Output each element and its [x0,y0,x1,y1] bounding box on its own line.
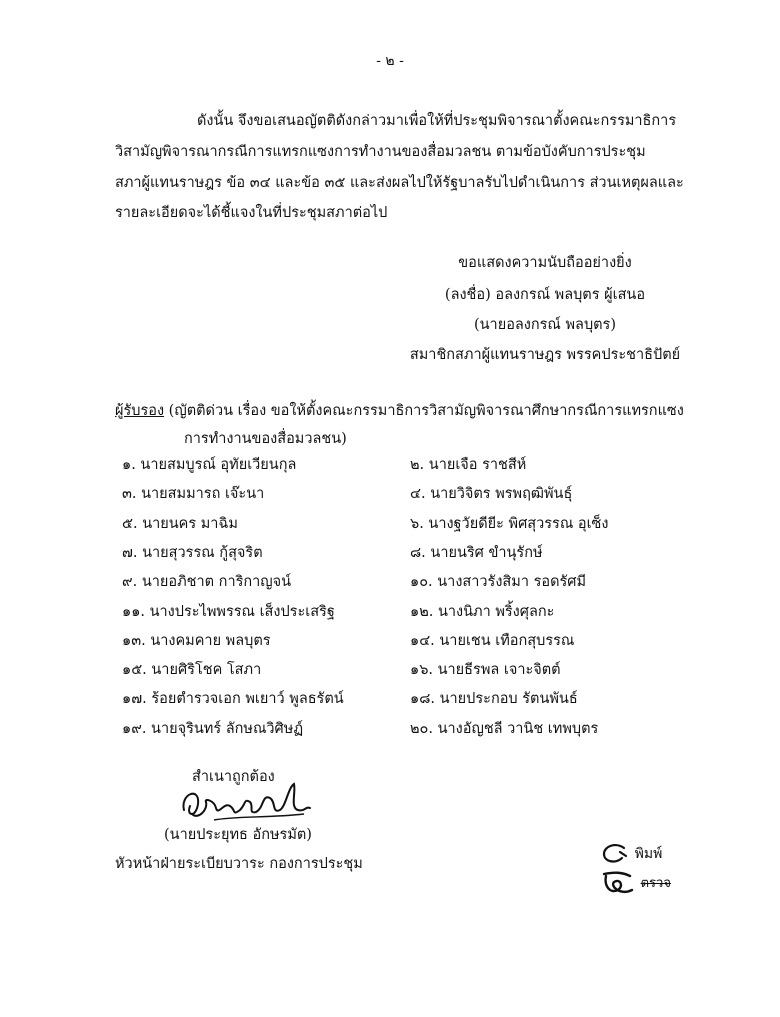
endorser-name: ๑๖. นายธีรพล เจาะจิตต์ [410,662,561,679]
body-line-3: สภาผู้แทนราษฎร ข้อ ๓๔ และข้อ ๓๕ และส่งผลไปให้รัฐบาลรับไปดำเนินการ ส่วนเหตุผลและ [115,175,684,191]
page-number: - ๒ - [376,53,404,69]
initials-scribble-icon [600,868,636,898]
endorser-name: ๒๐. นางอัญชลี วานิช เทพบุตร [410,720,599,737]
endorser-name: ๑๕. นายศิริโชค โสภา [122,662,262,679]
endorsers-heading [115,399,684,422]
endorser-name: ๑๙. นายจุรินทร์ ลักษณวิศิษฏ์ [122,720,304,737]
endorser-name: ๕. นายนคร มาฉิม [122,515,238,532]
certification-label: สำเนาถูกต้อง [192,769,275,785]
endorsers-subject: (ญัตติด่วน เรื่อง ขอให้ตั้งคณะกรรมาธิการวิสามัญพิจารณาศึกษากรณีการแทรกแซง [164,403,684,419]
endorser-name: ๔. นายวิจิตร พรพฤฒิพันธุ์ [410,486,573,503]
closing-printed-name: (นายอลงกรณ์ พลบุตร) [473,317,617,333]
certification-name: (นายประยุทธ อักษรมัต) [164,827,312,843]
certification-position: หัวหน้าฝ่ายระเบียบวาระ กองการประชุม [115,856,363,872]
closing-signed: (ลงชื่อ) อลงกรณ์ พลบุตร ผู้เสนอ [444,287,646,303]
body-line-1: ดังนั้น จึงขอเสนอญัตติดังกล่าวมาเพื่อให้ที่ประชุมพิจารณาตั้งคณะกรรมาธิการ [197,113,677,129]
checked-label: ตรวจ [640,876,671,891]
endorser-name: ๒. นายเจือ ราชสีห์ [410,457,527,473]
checked-mark [600,868,671,898]
typed-label: พิมพ์ [634,846,663,862]
endorser-name: ๗. นายสุวรรณ กู้สุจริต [122,544,263,561]
endorsers-subject-cont: การทำงานของสื่อมวลชน) [184,431,347,447]
endorser-name: ๑๒. นางนิภา พริ้งศุลกะ [410,603,555,620]
body-line-4: รายละเอียดจะได้ชี้แจงในที่ประชุมสภาต่อไป [115,205,388,221]
endorser-name: ๑๑. นางประไพพรรณ เส็งประเสริฐ [122,603,335,620]
endorser-name: ๓. นายสมมารถ เจ๊ะนา [122,486,265,503]
endorser-name: ๑๐. นางสาวรังสิมา รอดรัศมี [410,574,587,591]
endorser-name: ๑๗. ร้อยตำรวจเอก พเยาว์ พูลธรัตน์ [122,691,344,708]
endorser-name: ๑๓. นางคมคาย พลบุตร [122,632,271,649]
endorser-name: ๑๔. นายเชน เทือกสุบรรณ [410,632,575,649]
initials-scribble-icon [600,842,630,866]
endorsers-label: ผู้รับรอง [115,403,165,419]
endorser-name: ๙. นายอภิชาต การิกาญจน์ [122,574,292,591]
typed-mark [600,842,662,866]
endorser-name: ๑๘. นายประกอบ รัตนพันธ์ [410,691,578,708]
closing-respect: ขอแสดงความนับถืออย่างยิ่ง [458,255,632,271]
body-line-2: วิสามัญพิจารณากรณีการแทรกแซงการทำงานของสื่อมวลชน ตามข้อบังคับการประชุม [115,144,646,160]
closing-position: สมาชิกสภาผู้แทนราษฎร พรรคประชาธิปัตย์ [409,347,681,363]
endorser-name: ๑. นายสมบูรณ์ อุทัยเวียนกุล [122,457,297,473]
endorser-name: ๖. นางฐวัยดียีะ พิศสุวรรณ อุเซ็ง [410,515,609,532]
endorser-name: ๘. นายนริศ ขำนุรักษ์ [410,544,543,561]
